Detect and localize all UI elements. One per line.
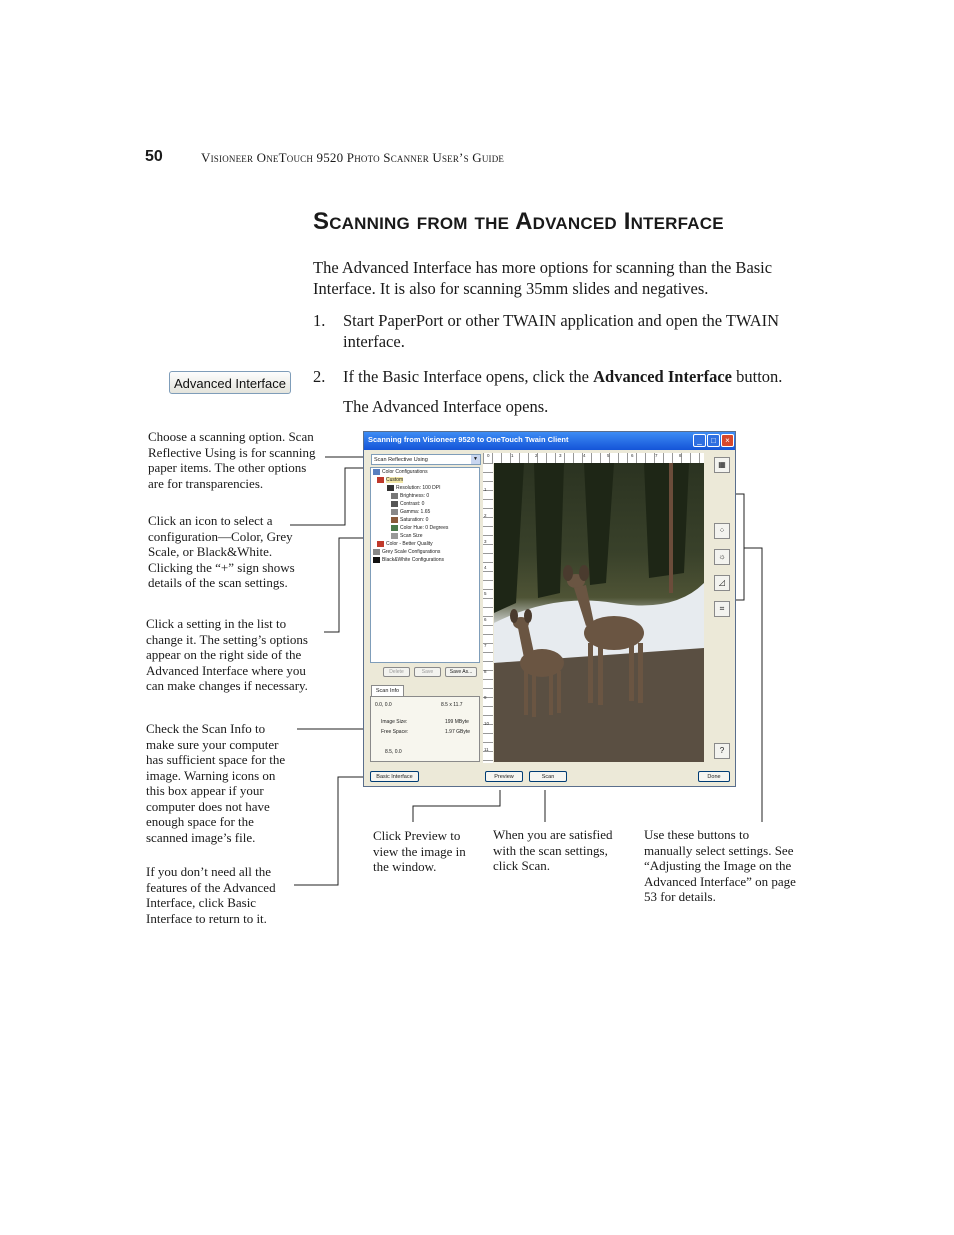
callout-manual-buttons: Use these buttons to manually select settings. See “Adjusting the Image on the Advanced Interface” on page 53 for details.	[644, 827, 796, 904]
minimize-icon: _	[693, 434, 706, 447]
callout-setting: Click a setting in the list to change it. The setting’s options appear on the right side of the Advanced Interface where you can make changes if necessary.	[146, 616, 308, 693]
tree-color-better: Color - Better Quality	[377, 540, 433, 548]
ruler-top: 0 1 2 3 4 5 6 7 8	[483, 453, 704, 463]
free-space-label: Free Space:	[381, 729, 409, 735]
line-basic	[294, 777, 368, 885]
folder-icon	[377, 477, 384, 483]
step-1-text: Start PaperPort or other TWAIN application and open the TWAIN interface.	[343, 311, 780, 351]
line-buttons	[748, 548, 762, 822]
gamma-icon	[391, 509, 398, 515]
delete-button: Delete	[383, 667, 410, 677]
basic-interface-button: Basic Interface	[370, 771, 419, 782]
help-icon: ?	[714, 743, 730, 759]
tree-color-configurations: Color Configurations	[373, 468, 428, 476]
tree-custom: Custom	[377, 476, 403, 484]
chevron-down-icon: ▼	[471, 455, 480, 464]
contrast-icon	[391, 501, 398, 507]
step-1-number: 1.	[313, 311, 326, 330]
scan-button: Scan	[529, 771, 567, 782]
brightness-icon	[391, 493, 398, 499]
callout-scan: When you are satisfied with the scan settings, click Scan.	[493, 827, 613, 873]
width-value: 8.5, 0.0	[385, 749, 402, 755]
callout-scan-info: Check the Scan Info to make sure your computer has sufficient space for the image. Warning icons on this box appear if your computer does not have enough space for the scanned image’s file.	[146, 721, 286, 845]
preview-button: Preview	[485, 771, 523, 782]
tree-bw-configurations: Black&White Configurations	[373, 556, 444, 564]
grey-config-icon	[373, 549, 380, 555]
save-button: Save	[414, 667, 441, 677]
scan-size-icon	[391, 533, 398, 539]
origin-value: 0.0, 0.0	[375, 702, 392, 708]
scan-info-box	[370, 696, 480, 762]
step-2-bold: Advanced Interface	[593, 367, 732, 386]
ruler-left: 1 2 3 4 5 6 7 8 9 10 11	[483, 463, 493, 763]
save-as-button: Save As...	[445, 667, 477, 677]
image-size-value: 199 MByte	[445, 719, 469, 725]
step-2-pre: If the Basic Interface opens, click the	[343, 367, 594, 386]
step-result: The Advanced Interface opens.	[343, 397, 549, 416]
scan-option-value: Scan Reflective Using	[374, 457, 428, 463]
saturation-icon	[391, 517, 398, 523]
advanced-interface-button-image: Advanced Interface	[169, 371, 291, 394]
deer-photo-drawing	[494, 463, 704, 762]
close-icon: ×	[721, 434, 734, 447]
scan-info-tab: Scan Info	[371, 685, 404, 696]
scanner-option-icon: ⁘	[714, 523, 730, 539]
manual-settings-toolbar	[712, 453, 734, 763]
line-preview	[413, 790, 500, 822]
tree-color-hue: Color Hue: 0 Degrees	[391, 524, 448, 532]
page-number: 50	[145, 148, 163, 165]
callout-basic-interface: If you don’t need all the features of the Advanced Interface, click Basic Interface to return to it.	[146, 864, 276, 926]
free-space-value: 1.97 GByte	[445, 729, 471, 735]
folder-icon	[377, 541, 384, 547]
done-button: Done	[698, 771, 730, 782]
settings-icon: ▦	[714, 457, 730, 473]
section-title: Scanning from the Advanced Interface	[313, 208, 724, 235]
callout-config-icon: Click an icon to select a configuration—Color, Grey Scale, or Black&White. Clicking the “+” sign shows details of the scan settings.	[148, 513, 295, 590]
bracket-buttons	[736, 494, 744, 600]
callout-preview: Click Preview to view the image in the window.	[373, 828, 466, 874]
gamma-curve-icon: ◿	[714, 575, 730, 591]
color-config-icon	[373, 469, 380, 475]
advanced-interface-window	[363, 431, 736, 787]
resolution-icon	[387, 485, 394, 491]
step-2-post: button.	[732, 367, 783, 386]
running-title: Visioneer OneTouch 9520 Photo Scanner User’s Guide	[201, 150, 505, 165]
intro-paragraph: The Advanced Interface has more options for scanning than the Basic Interface. It is also for scanning 35mm slides and negatives.	[313, 258, 773, 298]
image-size-label: Image Size:	[381, 719, 408, 725]
bw-config-icon	[373, 557, 380, 563]
window-title: Scanning from Visioneer 9520 to OneTouch Twain Client	[368, 435, 569, 444]
tree-resolution: Resolution: 100 DPI	[387, 484, 440, 492]
tree-saturation: Saturation: 0	[391, 516, 428, 524]
brightness-icon: ☼	[714, 549, 730, 565]
crop-size-icon: ⌗	[714, 601, 730, 617]
tree-grey-configurations: Grey Scale Configurations	[373, 548, 440, 556]
tree-brightness: Brightness: 0	[391, 492, 429, 500]
hue-icon	[391, 525, 398, 531]
step-2-number: 2.	[313, 367, 326, 386]
callout-scan-option: Choose a scanning option. Scan Reflective Using is for scanning paper items. The other options are for transparencies.	[148, 429, 316, 491]
maximize-icon: □	[707, 434, 720, 447]
tree-gamma: Gamma: 1.65	[391, 508, 430, 516]
scan-option-combo	[371, 454, 481, 465]
line-config-icon	[290, 468, 370, 525]
window-titlebar	[364, 432, 735, 450]
tree-contrast: Contrast: 0	[391, 500, 424, 508]
deer-photo	[494, 463, 704, 762]
size-value: 8.5 x 11.7	[441, 702, 463, 708]
tree-scan-size: Scan Size	[391, 532, 423, 540]
configuration-tree	[370, 467, 480, 663]
